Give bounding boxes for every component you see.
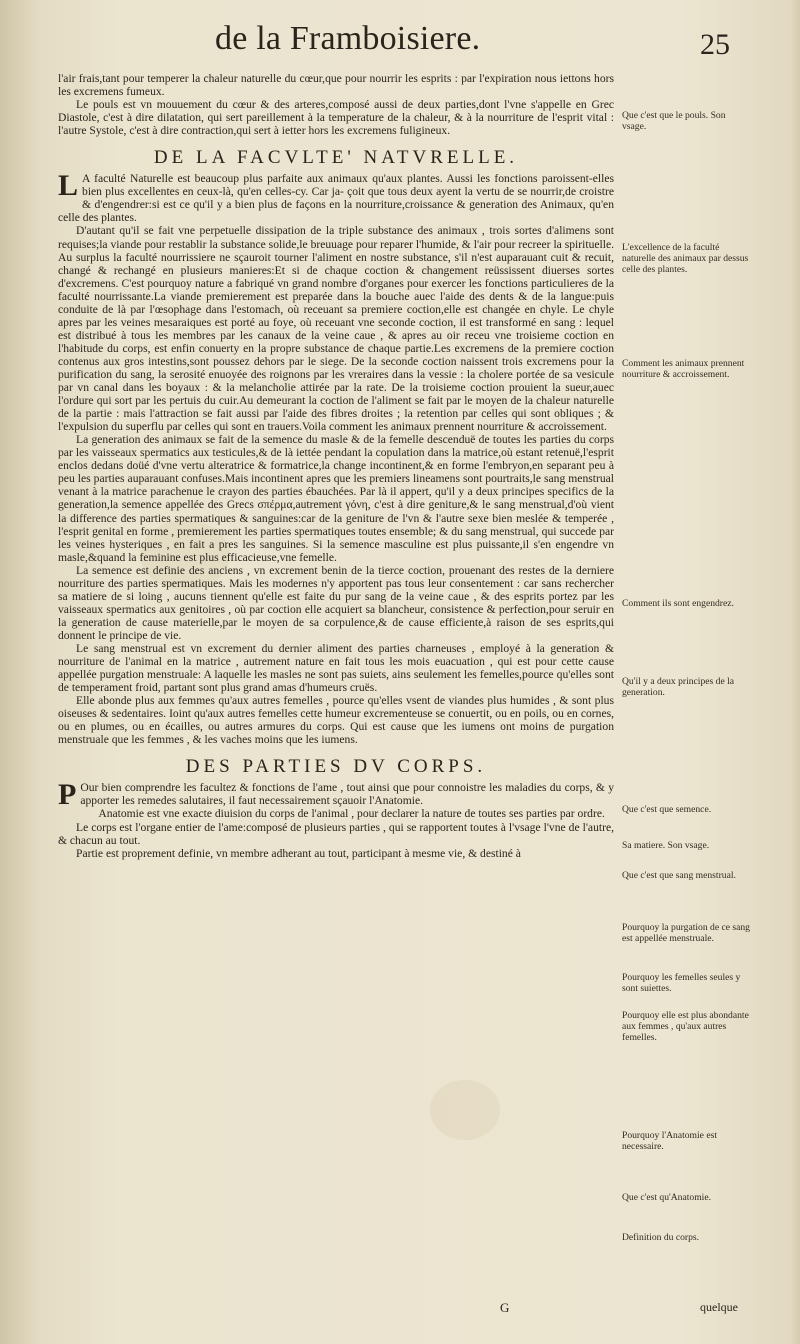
paragraph: l'air frais,tant pour temperer la chaleur naturelle du cœur,que pour nourrir les esprits : par l'expiration nous iettons hors les excremens fumeux. bbox=[58, 72, 614, 99]
paragraph: La semence est definie des anciens , vn excrement benin de la tierce coction, prouenant des restes de la derniere nourriture des parties spermatiques. Mais les modernes n'y apportent pas tous leur consentement : car sans rechercher sa matiere de si loing , aucuns tiennent qu'elle est faite du pur sang de la veine caue , & des esprits portez par les vaisseaux spermatics aux genitoires , où par coction elle acquiert sa blancheur, consistence & perfection,pour seruir en la generation de cause materielle,par le moyen de sa corpulence,& de cause efficiente,à raison de ses esprits,qui donnent le principe de vie. bbox=[58, 563, 614, 642]
section-title-parties-du-corps: DES PARTIES DV CORPS. bbox=[185, 756, 487, 778]
paragraph bbox=[58, 778, 614, 812]
paragraph: La generation des animaux se fait de la semence du masle & de la femelle descenduë de toutes les parties du corps par les vaisseaux spermatics aux testicules,& de là iettée pendant la copulation dans la matrice,où estant retenuë,l'esprit enclos dedans doüé d'vne vertu alteratrice & formatrice,la change incontinent,& en forme l'embryon,en separant peu à peu les parties auparauant confuses.Mais incontinent apres que les premiers lineamens sont pourtraits,le sang menstrual venant à la matrice parachenue le crayon des parties ébauchées. Par là il appert, qu'il y a deux principes specifics de la generation,la semence appellée des Grecs σπέρμα,autrement γόνη, c'est à dire geniture,& le sang menstrual,d'où vient la difference des parties spermatiques & sanguines:car de la geniture de l'vn & l'autre sexe bien meslée & temperée , l'esprit genital en forme , premierement les parties spermatiques toutes ensemble; & du sang menstrual, qui succede par les veines hysteriques , en fait a pres les sanguines. Si la semence masculine est plus puissante,il s'en engendre vn masle,&quand la feminine est plus efficacieuse,vne femelle. bbox=[58, 433, 614, 564]
paper-stain bbox=[430, 1080, 500, 1140]
margin-note: Pourquoy la purgation de ce sang est appellée menstruale. bbox=[622, 922, 750, 945]
margin-note: Que c'est que semence. bbox=[622, 804, 712, 815]
margin-note: L'excellence de la faculté naturelle des animaux par dessus celle des plantes. bbox=[622, 242, 749, 276]
section-title-faculte-naturelle: DE LA FACVLTE' NATVRELLE. bbox=[153, 147, 519, 169]
paragraph: Anatomie est vne exacte diuision du corps de l'animal , pour declarer la nature de toutes ses parties par ordre. bbox=[98, 807, 605, 821]
paragraph: Le sang menstrual est vn excrement du dernier aliment des parties charneuses , employé à la generation & nourriture de l'animal en la matrice , autrement nature en fait tous les mois euacuation , qui est pour cette cause appellée purgation menstruale: A laquelle les masles ne sont pas suiets, ains seulement les femelles,pource qu'elles sont de temperament froid, partant sont plus grand amas d'humeurs cruës. bbox=[58, 641, 614, 695]
running-title: de la Framboisiere. bbox=[215, 20, 481, 57]
margin-note: Sa matiere. Son vsage. bbox=[622, 840, 710, 851]
margin-note: Qu'il y a deux principes de la generation. bbox=[622, 676, 735, 699]
paragraph: Partie est proprement definie, vn membre adherant au tout, participant à mesme vie, & destiné à bbox=[76, 846, 521, 860]
margin-note: Comment ils sont engendrez. bbox=[622, 598, 734, 609]
margin-note: Que c'est que sang menstrual. bbox=[622, 870, 736, 881]
paragraph-text: Our bien comprendre les facultez & fonctions de l'ame , tout ainsi que pour connoistre les maladies du corps, & y apporter les remedes salutaires, il faut necessairement sçauoir l'Anatomie. bbox=[80, 781, 614, 808]
margin-note: Pourquoy les femelles seules y sont suiettes. bbox=[622, 972, 741, 995]
margin-note: Que c'est que le pouls. Son vsage. bbox=[622, 110, 726, 133]
margin-note: Pourquoy l'Anatomie est necessaire. bbox=[622, 1130, 717, 1153]
page-number: 25 bbox=[700, 28, 730, 61]
catchword: quelque bbox=[700, 1300, 738, 1314]
margin-note: Que c'est qu'Anatomie. bbox=[622, 1192, 711, 1203]
paragraph: Le corps est l'organe entier de l'ame:composé de plusieurs parties , qui se rapportent toutes à l'vsage l'vne de l'autre, & chacun au tout. bbox=[58, 820, 614, 847]
paragraph: Le pouls est vn mouuement du cœur & des arteres,composé aussi de deux parties,dont l'vne s'appelle en Grec Diastole, c'est à dire dilatation, qui sert pareillement à la temperature de la chaleur, & à la nourriture de l'esprit vital : l'autre Systole, c'est à dire contraction,qui sert à ietter hors les excremens fuligineux. bbox=[58, 98, 614, 138]
signature-mark: G bbox=[500, 1300, 510, 1315]
margin-note: Comment les animaux prennent nourriture & accroissement. bbox=[622, 358, 745, 381]
paragraph-text: A faculté Naturelle est beaucoup plus parfaite aux animaux qu'aux plantes. Aussi les fonctions paroissent-elles bien plus excellentes en ceux-là, qu'en celles-cy. Car ja- çoit que tous deux ayent la vertu de se nourrir,de croistre & d'engendrer:si est ce qu'il y a bien plus de façons en la nourriture,croissance & generation des Animaux, qu'en celle des plantes. bbox=[58, 172, 614, 225]
drop-cap: L bbox=[58, 169, 79, 203]
paragraph bbox=[58, 169, 614, 225]
paragraph: D'autant qu'il se fait vne perpetuelle dissipation de la triple substance des animaux , trois sortes d'alimens sont requises;la viande pour restablir la substance solide,le breuuage pour reparer l'humide, & l'air pour recreer la spirituelle. Au surplus la faculté nourrissiere ne sçauroit tourner l'aliment en nostre substance, s'il n'est auparauant cuit & recuit, changé & rechangé en plusieurs manieres:Et si de chaque coction & changement reüssissent diuerses sortes d'excremens. C'est pourquoy nature a fabriqué vn grand nombre d'organes pour exercer les fonctions particulieres de la faculté nourrissante.La viande premierement est preparée dans la bouche auec l'aide des dents & de la langue:puis conduite de là par l'œsophage dans l'estomach, où receuant sa premiere coction,elle est changée en chyle. Le chyle apres par les veines mesaraiques est porté au foye, où receuant vne seconde coction, il est transformé en sang : lequel est distribué à tous les membres par les canaux de la veine caue , & apres au oir receu vne troisieme coction en l'habitude du corps, est enfin conuerty en la propre substance de chaque partie.Les excremens de la premiere coction contenus aux gros intestins,sont poussez dehors par le siege. De la seconde coction naissent trois excremens pour la purification du sang, la serosité enuoyée des roignons par les vreraires dans la vessie : la cholere portée de sa vesicule par vn canal dans les boyaux : & la melancholie attirée par la rate. De la troisieme coction prouient la sueur,auec l'ordure qui sort par les pertuis du cuir.Au demeurant la coction de l'aliment se fait par le moyen de la chaleur naturelle de la partie : mais l'attraction se fait aussi par l'aide des fibres droites ; la retention par celles qui sont obliques ; & l'expulsion du superflu par celles qui sont en trauers.Voila comment les animaux prennent nourriture & accroissement. bbox=[58, 224, 614, 434]
margin-notes-column bbox=[622, 0, 750, 1344]
margin-note: Definition du corps. bbox=[622, 1232, 700, 1243]
paragraph: Elle abonde plus aux femmes qu'aux autres femelles , pource qu'elles vsent de viandes plus humides , & sont plus oiseuses & sedentaires. Ioint qu'aux autres femelles cette humeur excrementeuse se conuertit, ou en poils, ou en cornes, ou en plumes, ou en écailles, ou autres armures du corps. Qui est cause que les iumens ont moins de purgation menstruale que les femmes , & les vaches moins que les iumens. bbox=[58, 694, 614, 747]
drop-cap: P bbox=[58, 778, 77, 812]
main-text-column bbox=[58, 72, 614, 860]
margin-note: Pourquoy elle est plus abondante aux femmes , qu'aux autres femelles. bbox=[622, 1010, 749, 1044]
